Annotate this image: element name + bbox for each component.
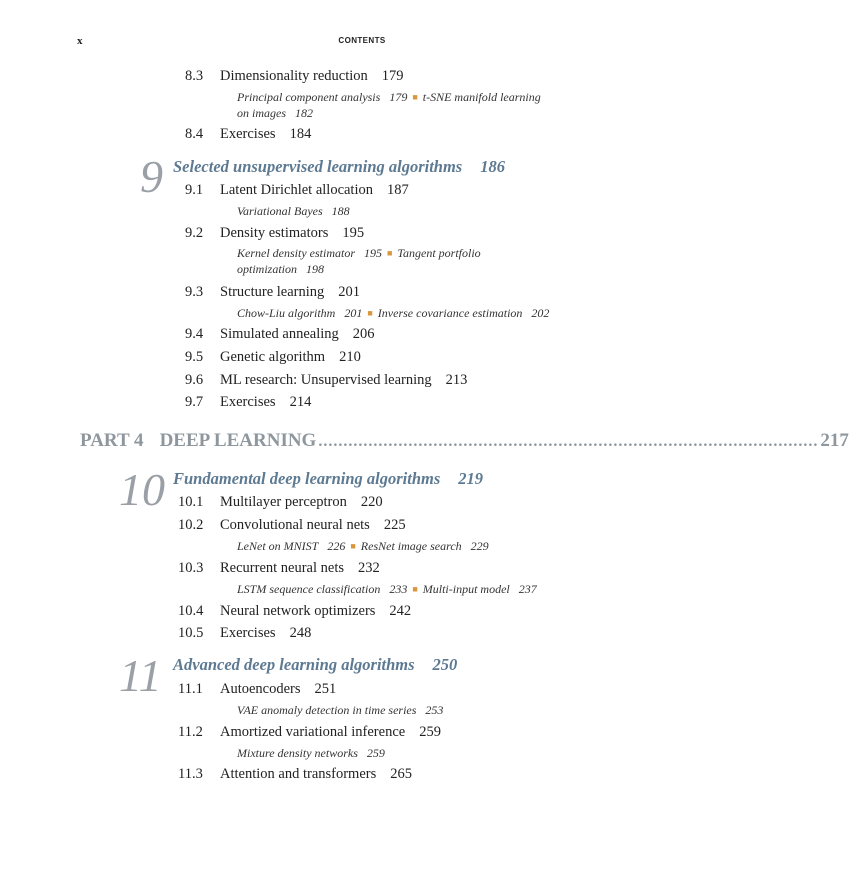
part-page: 217 xyxy=(820,430,849,451)
section-title: Amortized variational inference xyxy=(220,724,406,740)
subsection-page: 226 xyxy=(327,539,346,553)
section-title: Exercises xyxy=(220,394,276,410)
section-page: 187 xyxy=(387,182,409,198)
section-number: 9.3 xyxy=(185,284,204,300)
section-page: 179 xyxy=(381,68,404,84)
bullet-icon: ■ xyxy=(412,92,418,102)
section-number: 10.2 xyxy=(178,517,204,533)
section-number: 11.2 xyxy=(178,724,203,740)
leader-dots: .................................................................................................... xyxy=(318,433,819,450)
subsection-title[interactable]: t-SNE manifold learning xyxy=(422,90,541,104)
section-title: ML research: Unsupervised learning xyxy=(220,372,432,388)
subsection-line xyxy=(237,245,481,262)
section-page: 225 xyxy=(383,517,406,533)
section-title: Multilayer perceptron xyxy=(220,494,347,510)
subsection-line xyxy=(237,702,443,718)
subsection-title[interactable]: VAE anomaly detection in time series xyxy=(237,703,417,717)
section-page: 220 xyxy=(360,494,383,510)
section-page: 213 xyxy=(445,372,468,388)
subsection-page: 182 xyxy=(295,106,313,120)
subsection-page: 195 xyxy=(363,246,382,260)
chapter-title: Advanced deep learning algorithms xyxy=(173,655,415,674)
chapter-page: 219 xyxy=(458,469,484,488)
section-page: 259 xyxy=(419,724,441,740)
part-4-heading[interactable] xyxy=(80,430,849,452)
section-number: 8.3 xyxy=(185,68,204,84)
subsection-title[interactable]: Mixture density networks xyxy=(237,746,358,760)
section-number: 9.2 xyxy=(185,225,204,241)
section-number: 8.4 xyxy=(185,126,204,142)
subsection-title[interactable]: LSTM sequence classification xyxy=(237,582,381,596)
section-title: Latent Dirichlet allocation xyxy=(220,182,373,198)
chapter-title: Fundamental deep learning algorithms xyxy=(173,469,441,488)
subsection-title[interactable]: Inverse covariance estimation xyxy=(377,306,523,320)
subsection-title[interactable]: Tangent portfolio xyxy=(397,246,481,260)
bullet-icon: ■ xyxy=(386,248,393,258)
section-page: 242 xyxy=(389,603,412,619)
bullet-icon: ■ xyxy=(350,541,356,551)
section-number: 10.1 xyxy=(178,494,204,510)
subsection-page: 202 xyxy=(531,306,550,320)
section-number: 9.1 xyxy=(185,182,204,198)
subsection-line xyxy=(237,305,549,322)
subsection-title-cont[interactable]: optimization xyxy=(237,262,298,276)
subsection-line xyxy=(237,581,537,598)
subsection-line xyxy=(237,203,350,219)
section-number: 10.4 xyxy=(178,603,204,619)
section-number: 10.3 xyxy=(178,560,204,576)
subsection-page: 259 xyxy=(366,746,385,760)
chapter-title-9[interactable] xyxy=(173,157,505,177)
subsection-line xyxy=(237,538,489,555)
section-number: 9.4 xyxy=(185,326,204,342)
chapter-number: 10 xyxy=(119,464,165,515)
subsection-title[interactable]: ResNet image search xyxy=(360,539,462,553)
section-title: Genetic algorithm xyxy=(220,349,326,365)
subsection-page: 198 xyxy=(306,262,325,276)
section-number: 9.7 xyxy=(185,394,204,410)
section-number: 11.1 xyxy=(178,681,203,697)
subsection-line xyxy=(237,261,324,277)
subsection-page: 233 xyxy=(389,582,408,596)
chapter-title: Selected unsupervised learning algorithms xyxy=(173,157,463,176)
subsection-line xyxy=(237,89,541,106)
section-number: 9.5 xyxy=(185,349,204,365)
chapter-title-10[interactable] xyxy=(173,469,483,489)
section-title: Exercises xyxy=(220,126,276,142)
chapter-page: 186 xyxy=(480,157,505,176)
section-number: 9.6 xyxy=(185,372,204,388)
section-page: 248 xyxy=(289,625,312,641)
subsection-title[interactable]: Variational Bayes xyxy=(237,204,323,218)
chapter-page: 250 xyxy=(432,655,458,674)
section-page: 265 xyxy=(390,766,412,782)
chapter-title-11[interactable] xyxy=(173,655,457,675)
subsection-page: 253 xyxy=(425,703,444,717)
section-title: Convolutional neural nets xyxy=(220,517,370,533)
subsection-page: 237 xyxy=(518,582,537,596)
chapter-number: 11 xyxy=(119,650,162,701)
subsection-title-cont[interactable]: on images xyxy=(237,106,286,120)
subsection-line xyxy=(237,105,313,121)
part-label: PART 4 xyxy=(80,430,144,451)
subsection-title[interactable]: Kernel density estimator xyxy=(237,246,355,260)
subsection-title[interactable]: LeNet on MNIST xyxy=(237,539,319,553)
section-page: 232 xyxy=(358,560,380,576)
section-title: Structure learning xyxy=(220,284,325,300)
section-page: 201 xyxy=(338,284,361,300)
section-page: 206 xyxy=(352,326,375,342)
section-title: Attention and transformers xyxy=(220,766,377,782)
section-title: Recurrent neural nets xyxy=(220,560,345,576)
subsection-title[interactable]: Principal component analysis xyxy=(237,90,381,104)
section-number: 11.3 xyxy=(178,766,203,782)
section-title: Simulated annealing xyxy=(220,326,339,342)
section-page: 195 xyxy=(342,225,365,241)
running-head: CONTENTS xyxy=(338,36,386,45)
bullet-icon: ■ xyxy=(367,308,373,318)
bullet-icon: ■ xyxy=(412,584,418,594)
section-page: 251 xyxy=(314,681,337,697)
section-title: Neural network optimizers xyxy=(220,603,376,619)
section-page: 214 xyxy=(289,394,312,410)
subsection-title[interactable]: Multi-input model xyxy=(422,582,510,596)
subsection-page: 188 xyxy=(331,204,350,218)
section-number: 10.5 xyxy=(178,625,204,641)
section-title: Density estimators xyxy=(220,225,329,241)
part-title: DEEP LEARNING xyxy=(159,430,317,451)
chapter-number: 9 xyxy=(140,151,163,202)
subsection-title[interactable]: Chow-Liu algorithm xyxy=(237,306,336,320)
subsection-line xyxy=(237,745,385,761)
page-number: x xyxy=(77,35,83,47)
subsection-page: 201 xyxy=(344,306,363,320)
section-title: Autoencoders xyxy=(220,681,301,697)
subsection-page: 179 xyxy=(389,90,408,104)
section-title: Exercises xyxy=(220,625,276,641)
section-title: Dimensionality reduction xyxy=(220,68,368,84)
section-page: 184 xyxy=(289,126,312,142)
section-page: 210 xyxy=(339,349,361,365)
subsection-page: 229 xyxy=(470,539,489,553)
